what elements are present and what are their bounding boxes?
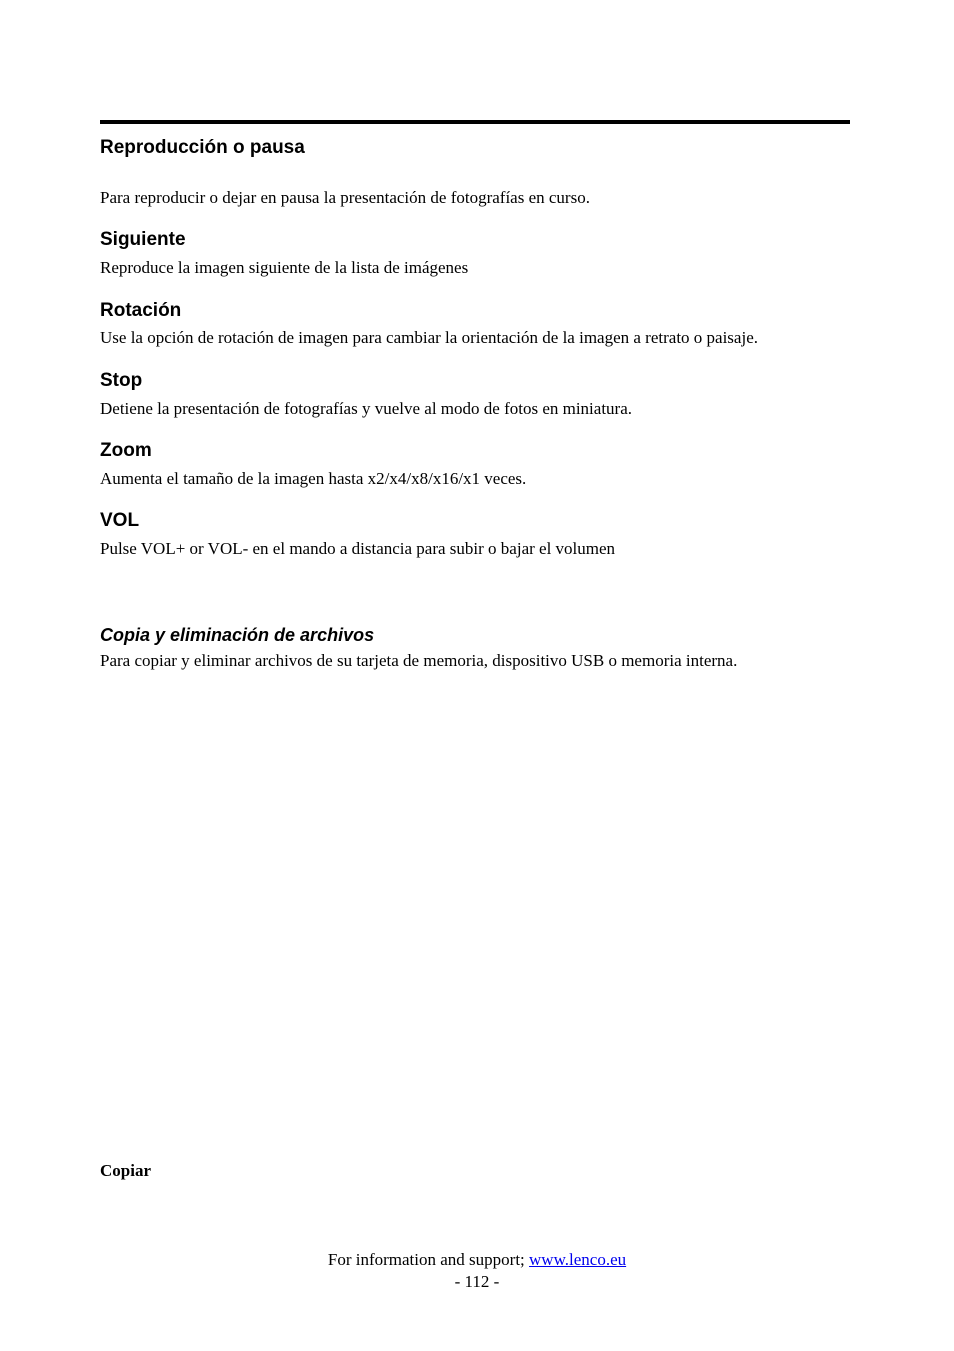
text-rotacion: Use la opción de rotación de imagen para cambiar la orientación de la imagen a retrato o paisaje.	[100, 328, 758, 347]
support-link[interactable]: www.lenco.eu	[529, 1250, 627, 1269]
label-copiar: Copiar	[100, 1161, 151, 1180]
text-siguiente: Reproduce la imagen siguiente de la lista de imágenes	[100, 258, 469, 277]
text-stop: Detiene la presentación de fotografías y vuelve al modo de fotos en miniatura.	[100, 399, 633, 418]
heading-zoom: Zoom	[100, 440, 152, 461]
heading-reproduccion: Reproducción o pausa	[100, 137, 305, 158]
heading-siguiente: Siguiente	[100, 229, 186, 250]
footer-info	[0, 1250, 954, 1270]
text-copia-eliminacion: Para copiar y eliminar archivos de su tarjeta de memoria, dispositivo USB o memoria interna.	[100, 651, 738, 670]
top-rule	[100, 120, 850, 124]
page-number: - 112 -	[454, 1272, 500, 1291]
footer-info-text: For information and support;	[327, 1250, 530, 1269]
text-vol: Pulse VOL+ or VOL- en el mando a distancia para subir o bajar el volumen	[100, 539, 616, 558]
heading-rotacion: Rotación	[100, 300, 182, 321]
heading-vol: VOL	[100, 510, 140, 531]
heading-stop: Stop	[100, 370, 143, 391]
text-reproduccion: Para reproducir o dejar en pausa la presentación de fotografías en curso.	[100, 188, 590, 207]
heading-copia-eliminacion: Copia y eliminación de archivos	[100, 625, 375, 645]
text-zoom: Aumenta el tamaño de la imagen hasta x2/x4/x8/x16/x1 veces.	[100, 469, 527, 488]
